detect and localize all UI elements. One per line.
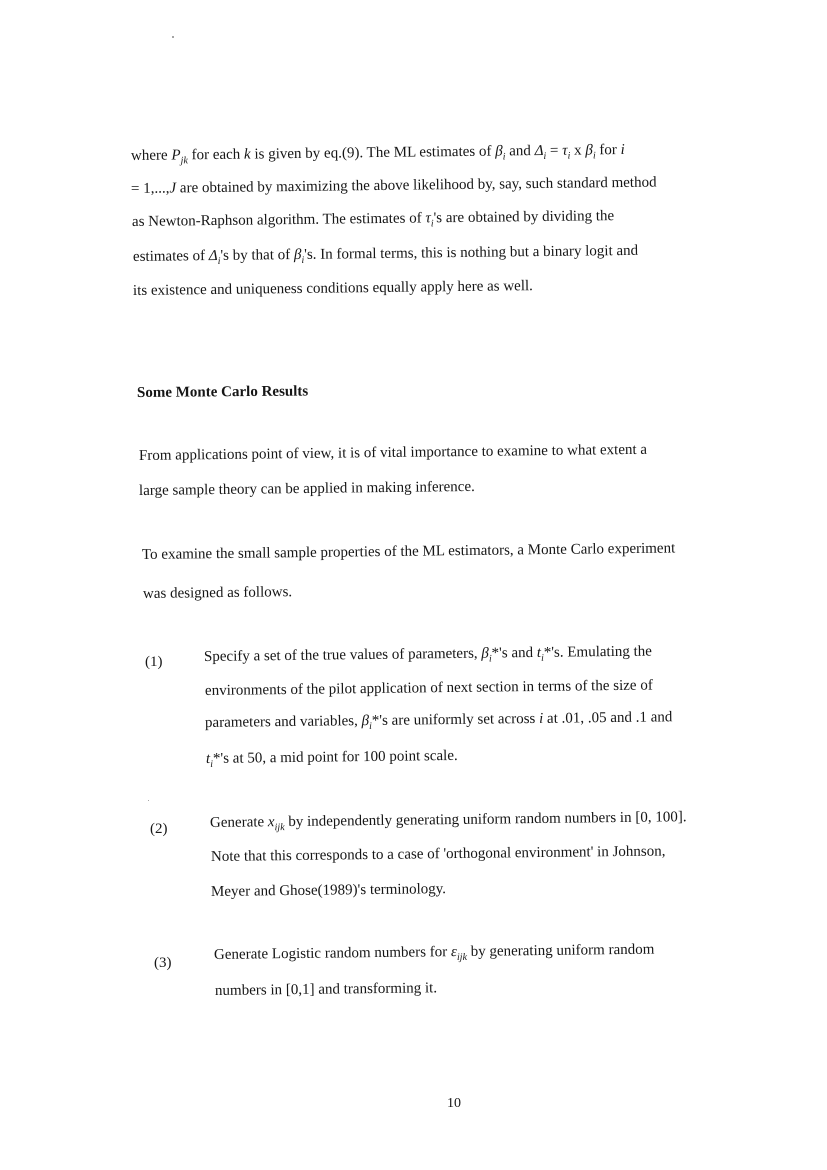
- paragraph-1-line-2: = 1,...,J are obtained by maximizing the above likelihood by, say, such standard method: [130, 174, 657, 197]
- item-2-line-2: Note that this corresponds to a case of 'orthogonal environment' in Johnson,: [210, 843, 666, 865]
- item-2-number: (2): [150, 821, 168, 837]
- item-1-line-2: environments of the pilot application of next section in terms of the size of: [204, 677, 653, 699]
- item-3-line-2: numbers in [0,1] and transforming it.: [214, 980, 438, 999]
- item-1-line-3: parameters and variables, $\beta_i*'s$ are uniformly set across i at .01, .05 and .1 and: [204, 709, 673, 732]
- item-1-line-4: $t_i*'s$ at 50, a mid point for 100 point scale.: [205, 747, 458, 770]
- paragraph-3-line-1: To examine the small sample properties of the ML estimators, a Monte Carlo experiment: [141, 540, 676, 563]
- item-1-line-1: Specify a set of the true values of parameters, $\beta_i*'s$ and $t_i*'s$. Emulating the: [203, 643, 652, 665]
- paragraph-2-line-2: large sample theory can be applied in making inference.: [138, 478, 475, 499]
- item-2-line-3: Meyer and Ghose(1989)'s terminology.: [210, 881, 447, 900]
- scan-speck: [172, 36, 174, 38]
- item-1-number: (1): [145, 654, 163, 670]
- page-number: 10: [447, 1096, 461, 1111]
- paragraph-1-line-5: its existence and uniqueness conditions equally apply here as well.: [132, 278, 533, 299]
- paragraph-2-line-1: From applications point of view, it is of vital importance to examine to what extent a: [138, 441, 648, 464]
- paragraph-1-line-4: estimates of $\Delta_i's$ by that of $\beta_i's$. In formal terms, this is nothing but a binary logit and: [132, 242, 639, 267]
- item-3-number: (3): [154, 955, 172, 971]
- scan-speck: [148, 800, 149, 801]
- paragraph-1-line-3: as Newton-Raphson algorithm. The estimates of $\tau_i's$ are obtained by dividing the: [131, 208, 615, 230]
- item-3-line-1: Generate Logistic random numbers for $\varepsilon_{ijk}$ by generating uniform random: [213, 941, 655, 964]
- paragraph-1-line-1: where $P_{jk}$ for each k is given by eq.(9). The ML estimates of $\beta_i$ and $\Delta_i = \tau_i$ x $\beta_i$ for i: [130, 141, 625, 167]
- paragraph-3-line-2: was designed as follows.: [142, 584, 293, 602]
- item-2-line-1: Generate $x_{ijk}$ by independently generating uniform random numbers in [0, 100].: [209, 809, 687, 834]
- section-heading: Some Monte Carlo Results: [136, 383, 309, 401]
